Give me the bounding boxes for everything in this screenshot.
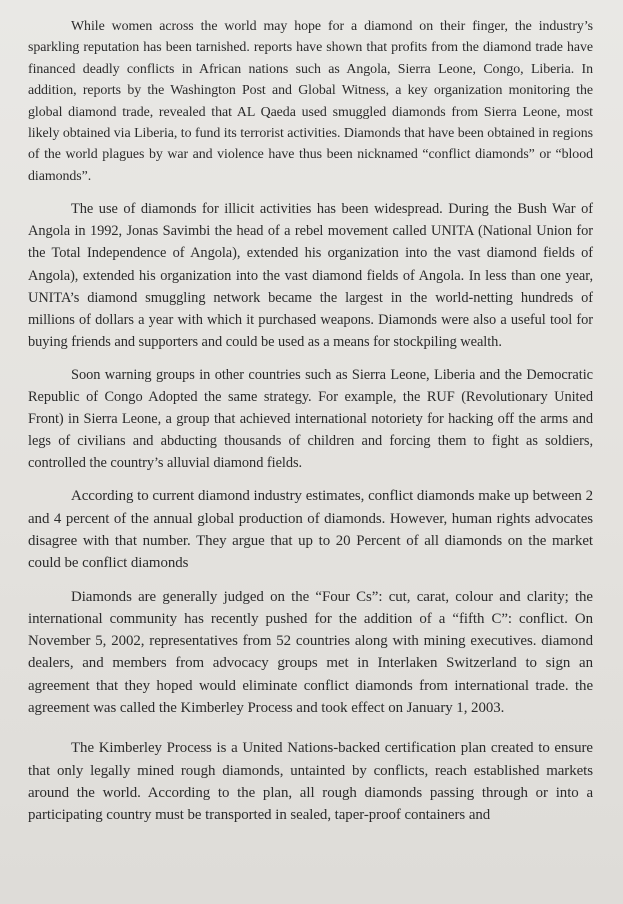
paragraph-blood-diamonds-intro: While women across the world may hope for a diamond on their finger, the industry’s sparkling reputation has been tarnished. reports have shown that profits from the diamond trade have financed deadly conflicts in African nations such as Angola, Sierra Leone, Congo, Liberia. In addition, reports by the Washington Post and Global Witness, a key organization monitoring the global diamond trade, revealed that AL Qaeda used smuggled diamonds from Sierra Leone, most likely obtained via Liberia, to fund its terrorist activities. Diamonds that have been obtained in regions of the world plagues by war and violence have thus been nicknamed “conflict diamonds” or “blood diamonds”. (28, 19, 593, 184)
paragraph-industry-estimates: According to current diamond industry estimates, conflict diamonds make up between 2 and 4 percent of the annual global production of diamonds. However, human rights advocates disagree with that number. They argue that up to 20 Percent of all diamonds on the market could be conflict diamonds (28, 488, 593, 572)
paragraph-kimberley-process: The Kimberley Process is a United Nations-backed certification plan created to ensure that only legally mined rough diamonds, untainted by conflicts, reach established markets around the world. According to the plan, all rough diamonds passing through or into a participating country must be transported in sealed, taper-proof containers and (28, 740, 593, 824)
paragraph-four-cs-kimberley: Diamonds are generally judged on the “Four Cs”: cut, carat, colour and clarity; the international community has recently pushed for the addition of a “fifth C”: conflict. On November 5, 2002, representatives from 52 countries along with mining executives. diamond dealers, and members from advocacy groups met in Interlaken Switzerland to sign an agreement that they hoped would eliminate conflict diamonds from international trade. the agreement was called the Kimberley Process and took effect on January 1, 2003. (28, 588, 593, 717)
paragraph-angola-unita: The use of diamonds for illicit activities has been widespread. During the Bush War of Angola in 1992, Jonas Savimbi the head of a rebel movement called UNITA (National Union for the Total Independence of Angola), extended his organization into the vast diamond fields of Angola), extended his organization into the vast diamond fields of Angola. In less than one year, UNITA’s diamond smuggling network became the largest in the world-netting hundreds of millions of dollars a year with which it purchased weapons. Diamonds were also a useful tool for buying friends and supporters and could be used as a means for stockpiling wealth. (28, 201, 593, 350)
paragraph-sierra-leone-ruf: Soon warning groups in other countries such as Sierra Leone, Liberia and the Democratic Republic of Congo Adopted the same strategy. For example, the RUF (Revolutionary United Front) in Sierra Leone, a group that achieved international notoriety for hacking off the arms and legs of civilians and abducting thousands of children and forcing them to fight as soldiers, controlled the country’s alluvial diamond fields. (28, 366, 593, 472)
